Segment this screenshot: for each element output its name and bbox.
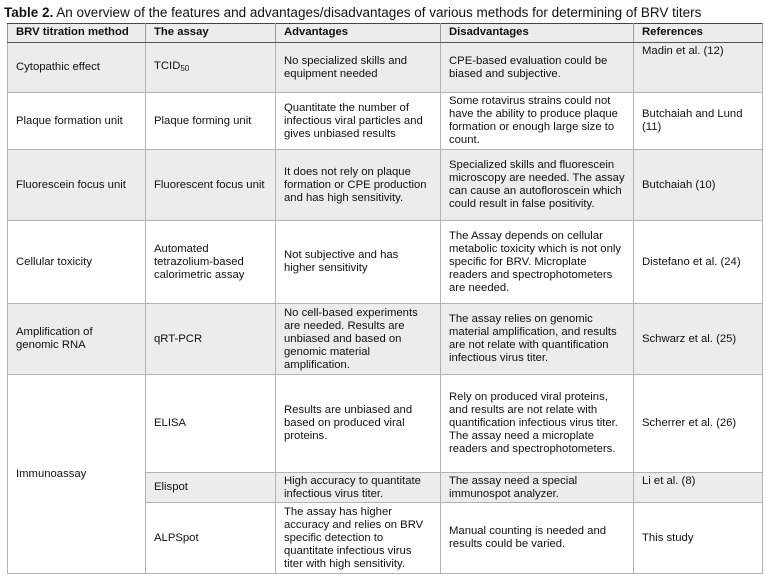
disadvantages-cell: CPE-based evaluation could be biased and subjective. <box>441 43 634 93</box>
method-cell: Plaque formation unit <box>8 93 146 150</box>
disadvantages-cell: Rely on produced viral proteins, and results are not relate with quantification infectious virus titer. The assay need a microplate readers and spectrophotometers. <box>441 375 634 473</box>
assay-cell: Elispot <box>146 473 276 503</box>
table-row <box>8 150 763 221</box>
advantages-cell: The assay has higher accuracy and relies on BRV specific detection to quantitate infectious virus titer with high sensitivity. <box>276 503 441 574</box>
references-cell: Butchaiah and Lund (11) <box>634 93 763 150</box>
disadvantages-cell: Manual counting is needed and results could be varied. <box>441 503 634 574</box>
assay-cell: ALPSpot <box>146 503 276 574</box>
disadvantages-cell: Specialized skills and fluorescein microscopy are needed. The assay can cause an autofloroscein which could result in false positivity. <box>441 150 634 221</box>
disadvantages-cell: The Assay depends on cellular metabolic toxicity which is not only specific for BRV. Microplate readers and spectrophotometers are needed. <box>441 221 634 304</box>
assay-cell: Plaque forming unit <box>146 93 276 150</box>
advantages-cell: High accuracy to quantitate infectious virus titer. <box>276 473 441 503</box>
method-cell: Cytopathic effect <box>8 43 146 93</box>
column-header: The assay <box>146 24 276 43</box>
references-cell: Schwarz et al. (25) <box>634 304 763 375</box>
assay-cell: ELISA <box>146 375 276 473</box>
method-cell: Fluorescein focus unit <box>8 150 146 221</box>
caption-label: Table 2. <box>4 5 54 20</box>
assay-cell: qRT-PCR <box>146 304 276 375</box>
column-header: Advantages <box>276 24 441 43</box>
assay-cell: Fluorescent focus unit <box>146 150 276 221</box>
header-row <box>8 24 763 43</box>
table-caption <box>4 5 701 20</box>
column-header: Disadvantages <box>441 24 634 43</box>
column-header: BRV titration method <box>8 24 146 43</box>
column-header: References <box>634 24 763 43</box>
assay-subscript: 50 <box>180 64 190 73</box>
brv-methods-table <box>7 23 763 574</box>
advantages-cell: Not subjective and has higher sensitivity <box>276 221 441 304</box>
method-cell: Cellular toxicity <box>8 221 146 304</box>
assay-name: TCID <box>154 60 181 72</box>
references-cell: Butchaiah (10) <box>634 150 763 221</box>
references-cell: Scherrer et al. (26) <box>634 375 763 473</box>
references-cell: Madin et al. (12) <box>634 43 763 93</box>
table-row <box>8 375 763 473</box>
references-cell: Distefano et al. (24) <box>634 221 763 304</box>
caption-text: An overview of the features and advantages/disadvantages of various methods for determining of BRV titers <box>53 5 702 20</box>
table-row <box>8 221 763 304</box>
assay-cell <box>146 43 276 93</box>
references-cell: This study <box>634 503 763 574</box>
advantages-cell: No cell-based experiments are needed. Results are unbiased and based on genomic material amplification. <box>276 304 441 375</box>
table-row <box>8 43 763 93</box>
references-cell: Li et al. (8) <box>634 473 763 503</box>
method-cell: Immunoassay <box>8 375 146 574</box>
disadvantages-cell: The assay relies on genomic material amplification, and results are not relate with quantification infectious virus titer. <box>441 304 634 375</box>
advantages-cell: It does not rely on plaque formation or CPE production and has high sensitivity. <box>276 150 441 221</box>
disadvantages-cell: Some rotavirus strains could not have the ability to produce plaque formation or enough large size to count. <box>441 93 634 150</box>
advantages-cell: Results are unbiased and based on produced viral proteins. <box>276 375 441 473</box>
advantages-cell: No specialized skills and equipment needed <box>276 43 441 93</box>
advantages-cell: Quantitate the number of infectious viral particles and gives unbiased results <box>276 93 441 150</box>
disadvantages-cell: The assay need a special immunospot analyzer. <box>441 473 634 503</box>
table-row <box>8 304 763 375</box>
method-cell: Amplification of genomic RNA <box>8 304 146 375</box>
assay-cell: Automated tetrazolium-based calorimetric assay <box>146 221 276 304</box>
table-row <box>8 93 763 150</box>
